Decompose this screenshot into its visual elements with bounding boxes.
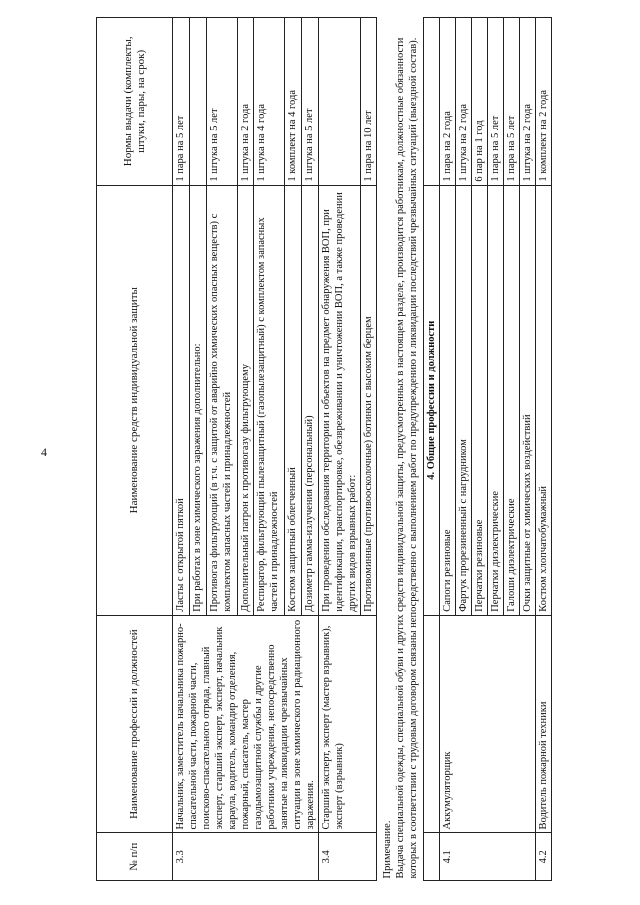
ppe-cell: Сапоги резиновые — [440, 185, 456, 615]
header-num: № п/п — [97, 833, 173, 881]
table-header-row — [97, 18, 173, 881]
ppe-cell: Противогаз фильтрующий (в т.ч. с защитой от аварийно химических опасных веществ) с комплектом запасных частей и принадлежностей — [206, 185, 237, 615]
norm-cell: 1 штука на 5 лет — [206, 18, 237, 186]
ppe-cell: Дополнительный патрон к противогазу фильтрующему — [237, 185, 254, 615]
norm-cell: 1 пара на 5 лет — [504, 18, 520, 186]
table-row — [536, 18, 552, 881]
norm-cell — [189, 18, 206, 186]
ppe-cell: При проведении обследования территории и объектов на предмет обнаружения ВОП, при идентификации, транспортировке, обезвреживании и уничтожении ВОП, а также проведении других видов взрывных работ: — [319, 185, 361, 615]
ppe-cell: Ласты с открытой пяткой — [173, 185, 190, 615]
norm-cell: 1 пара на 10 лет — [361, 18, 377, 186]
ppe-cell: Очки защитные от химических воздействий — [520, 185, 536, 615]
ppe-cell: Костюм хлопчатобумажный — [536, 185, 552, 615]
profession-cell: Аккумуляторщик — [440, 615, 536, 833]
header-ppe: Наименование средств индивидуальной защиты — [97, 185, 173, 615]
row-number: 3.4 — [319, 833, 377, 881]
ppe-cell: Галоши диэлектрические — [504, 185, 520, 615]
profession-cell: Водитель пожарной техники — [536, 615, 552, 833]
norm-cell: 1 штука на 2 года — [456, 18, 472, 186]
norm-cell — [319, 18, 361, 186]
ppe-cell: Костюм защитный облегченный — [285, 185, 302, 615]
empty-cell — [424, 18, 440, 186]
section-title: 4. Общие профессии и должности — [424, 185, 440, 615]
ppe-cell: При работах в зоне химического заражения дополнительно: — [189, 185, 206, 615]
ppe-cell: Перчатки диэлектрические — [488, 185, 504, 615]
header-norm: Нормы выдачи (комплекты, штуки, пары, на срок) — [97, 18, 173, 186]
table-row — [440, 18, 456, 881]
table-row — [319, 18, 361, 881]
note-text: Выдача специальной одежды, специальной обуви и других средств индивидуальной защиты, предусмотренных в настоящем разделе, производится работникам, должностные обязанности которых в соответствии с трудовым договором связаны непосредственно с выполнением работ по предупреждению и ликвидации последствий чрезвычайных ситуаций (выездной состав). — [395, 37, 419, 879]
norm-cell: 1 пара на 5 лет — [488, 18, 504, 186]
note-title: Примечание. — [382, 820, 393, 879]
norm-cell: 1 пара на 5 лет — [173, 18, 190, 186]
norm-cell: 1 штука на 2 года — [520, 18, 536, 186]
profession-cell: Старший эксперт, эксперт (мастер взрывник), эксперт (взрывник) — [319, 615, 377, 833]
ppe-cell: Респиратор, фильтрующий пылезащитный (газопылезащитный) с комплектом запасных частей и принадлежностей — [254, 185, 285, 615]
ppe-cell: Фартук прорезиненный с нагрудником — [456, 185, 472, 615]
header-profession: Наименование профессий и должностей — [97, 615, 173, 833]
empty-cell — [424, 615, 440, 833]
note-cell — [377, 18, 424, 881]
norm-cell: 1 штука на 4 года — [254, 18, 285, 186]
section-header-row — [424, 18, 440, 881]
table-row — [173, 18, 190, 881]
profession-cell: Начальник, заместитель начальника пожарно-спасательной части, пожарной части, поисково-спасательного отряда, главный эксперт, старший эксперт, эксперт, начальник караула, водитель, командир отделения, пожарный, спасатель, мастер газодымозащитной службы и другие работники учреждения, непосредственно занятые на ликвидации чрезвычайных ситуации в зоне химического и радиационного заражения. — [173, 615, 319, 833]
norm-cell: 1 штука на 2 года — [237, 18, 254, 186]
norm-cell: 1 комплект на 4 года — [285, 18, 302, 186]
ppe-norms-table — [96, 17, 552, 881]
empty-cell — [424, 833, 440, 881]
row-number: 4.1 — [440, 833, 536, 881]
row-number: 3.3 — [173, 833, 319, 881]
ppe-cell: Дозиметр гамма-излучения (персональный) — [302, 185, 319, 615]
page-number: 4 — [41, 445, 47, 459]
ppe-cell: Противоминные (противоосколочные) ботинки с высоким берцем — [361, 185, 377, 615]
norm-cell: 6 пар на 1 год — [472, 18, 488, 186]
ppe-cell: Перчатки резиновые — [472, 185, 488, 615]
note-row — [377, 18, 424, 881]
norm-cell: 1 комплект на 2 года — [536, 18, 552, 186]
norm-cell: 1 пара на 2 года — [440, 18, 456, 186]
row-number: 4.2 — [536, 833, 552, 881]
norm-cell: 1 штука на 5 лет — [302, 18, 319, 186]
